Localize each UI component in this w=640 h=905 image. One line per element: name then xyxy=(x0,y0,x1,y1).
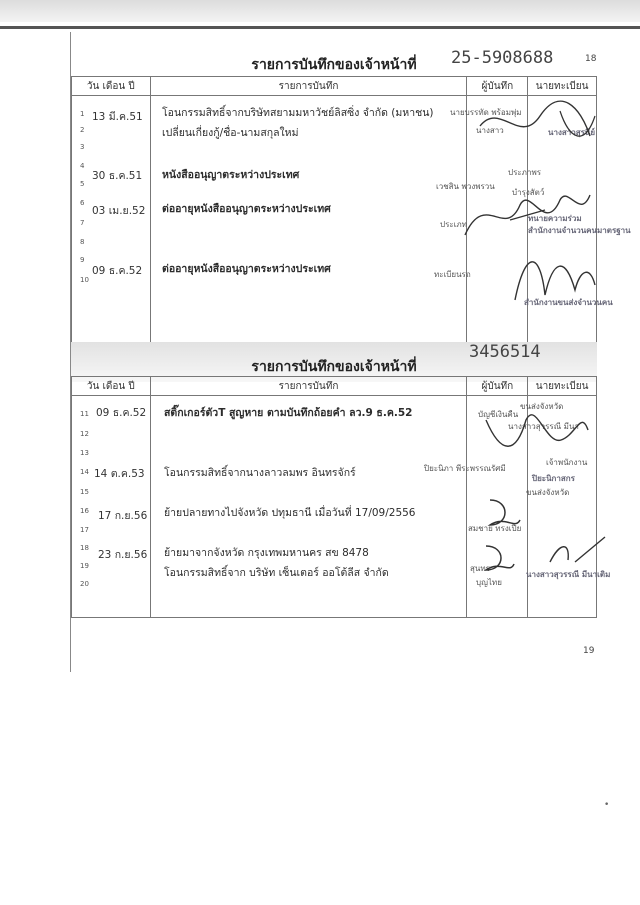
page-number-bottom: 19 xyxy=(583,646,595,656)
line-number: 15 xyxy=(80,488,89,496)
signature-scribble xyxy=(505,240,600,310)
entry-date: 14 ต.ค.53 xyxy=(94,468,145,480)
col-date-header: วัน เดือน ปี xyxy=(72,377,151,396)
entry-text: ต่ออายุหนังสืออนุญาตระหว่างประเทศ xyxy=(162,203,331,215)
entry-date: 09 ธ.ค.52 xyxy=(96,407,147,419)
stamped-number: 3456514 xyxy=(469,342,541,362)
line-number: 2 xyxy=(80,126,85,134)
entry-text: โอนกรรมสิทธิ์จากบริษัทสยามมหาวัชย์ลิสซิ่ง จำกัด (มหาชน) xyxy=(162,107,434,119)
entry-text: โอนกรรมสิทธิ์จากนางลาวลมพร อินทรจักร์ xyxy=(164,467,356,479)
registrar-stamp: สำนักงานขนส่งจำนวนคน xyxy=(524,298,613,307)
recorder-text: บุญไทย xyxy=(476,578,502,587)
recorder-text: บัญชีเงินคืน xyxy=(478,410,519,419)
line-number: 17 xyxy=(80,526,89,534)
registrar-stamp: นางสาวสุวรรณี มีนาเติม xyxy=(526,570,611,579)
recorder-text: ประภาพร xyxy=(508,168,542,177)
entry-date: 30 ธ.ค.51 xyxy=(92,170,143,182)
entry-date: 03 เม.ย.52 xyxy=(92,205,146,217)
line-number: 9 xyxy=(80,256,85,264)
col-item-header: รายการบันทึก xyxy=(150,77,467,96)
signature-scribble xyxy=(480,495,530,535)
entry-date: 17 ก.ย.56 xyxy=(98,510,148,522)
col-recorder-header: ผู้บันทึก xyxy=(467,377,528,396)
recorder-text: สุนทร xyxy=(470,564,490,573)
signature-scribble xyxy=(478,540,518,580)
signature-scribble xyxy=(540,532,610,572)
signature-scribble xyxy=(470,96,600,156)
entry-text: ต่ออายุหนังสืออนุญาตระหว่างประเทศ xyxy=(162,263,331,275)
line-number: 16 xyxy=(80,507,89,515)
line-number: 14 xyxy=(80,468,89,476)
line-number: 19 xyxy=(80,562,89,570)
col-date-header: วัน เดือน ปี xyxy=(72,77,151,96)
recorder-text: นายบรรทัด พร้อมพุ่ม xyxy=(450,108,522,117)
recorder-text: ขนส่งจังหวัด xyxy=(520,402,564,411)
page-number-top: 18 xyxy=(585,54,597,64)
col-item-header: รายการบันทึก xyxy=(150,377,467,396)
recorder-text: สมชาย ทรงเปีย xyxy=(468,524,522,533)
line-number: 11 xyxy=(80,410,89,418)
col-registrar-header: นายทะเบียน xyxy=(528,77,597,96)
recorder-text: ประเภท xyxy=(440,220,467,229)
signature-scribble xyxy=(476,400,596,460)
line-number: 10 xyxy=(80,276,89,284)
registrar-stamp: ปิยะนิกาสกร xyxy=(532,474,575,483)
handwritten-number: 25-5908688 xyxy=(451,48,554,68)
entry-text: สติ๊กเกอร์ตัวT สูญหาย ตามบันทึกถ้อยคำ ลว.9 ธ.ค.52 xyxy=(164,407,413,419)
entry-text: หนังสืออนุญาตระหว่างประเทศ xyxy=(162,169,300,181)
entry-date: 09 ธ.ค.52 xyxy=(92,265,143,277)
col-registrar-header: นายทะเบียน xyxy=(528,377,597,396)
line-number: 6 xyxy=(80,199,85,207)
line-number: 5 xyxy=(80,180,85,188)
entry-text: เปลี่ยนเกี่ยงกู้/ชื่อ-นามสกุลใหม่ xyxy=(162,127,299,139)
registrar-stamp: ทนายความร่วม xyxy=(528,214,582,223)
registrar-stamp: สำนักงานจำนวนคนมาตรฐาน xyxy=(528,226,631,235)
recorder-text: เวชสิน พวงพรวน xyxy=(436,182,495,191)
recorder-text: ขนส่งจังหวัด xyxy=(526,488,570,497)
registrar-stamp: นางสาวสุรนีย์ xyxy=(548,128,596,137)
line-number: 18 xyxy=(80,544,89,552)
recorder-text: ทะเบียนรถ xyxy=(434,270,471,279)
recorder-text: เจ้าพนักงาน xyxy=(546,458,588,467)
entry-text: โอนกรรมสิทธิ์จาก บริษัท เซ็นเตอร์ ออโต้ลีส จำกัด xyxy=(164,567,389,579)
recorder-text: ปิยะนิภา พีระพรรณรัศมี xyxy=(424,464,506,473)
scan-shadow xyxy=(0,0,640,22)
line-number: 7 xyxy=(80,219,85,227)
entry-date: 23 ก.ย.56 xyxy=(98,549,148,561)
recorder-text: บำรุงสัตว์ xyxy=(512,188,545,197)
line-number: 12 xyxy=(80,430,89,438)
section-1-title: รายการบันทึกของเจ้าหน้าที่ xyxy=(251,57,417,73)
scan-edge-line xyxy=(0,26,640,29)
recorder-text: นางสาวสุวรรณี มีนา xyxy=(508,422,579,431)
section-2-title: รายการบันทึกของเจ้าหน้าที่ xyxy=(251,359,417,375)
line-number: 13 xyxy=(80,449,89,457)
line-number: 3 xyxy=(80,143,85,151)
col-recorder-header: ผู้บันทึก xyxy=(467,77,528,96)
line-number: 1 xyxy=(80,110,85,118)
line-number: 4 xyxy=(80,162,85,170)
entry-text: ย้ายปลายทางไปจังหวัด ปทุมธานี เมื่อวันที่ 17/09/2556 xyxy=(164,507,416,519)
scan-speck: • xyxy=(604,800,610,810)
line-number: 8 xyxy=(80,238,85,246)
entry-text: ย้ายมาจากจังหวัด กรุงเทพมหานคร สข 8478 xyxy=(164,547,369,559)
recorder-text: นางสาว xyxy=(476,126,504,135)
entry-date: 13 มี.ค.51 xyxy=(92,111,143,123)
line-number: 20 xyxy=(80,580,89,588)
